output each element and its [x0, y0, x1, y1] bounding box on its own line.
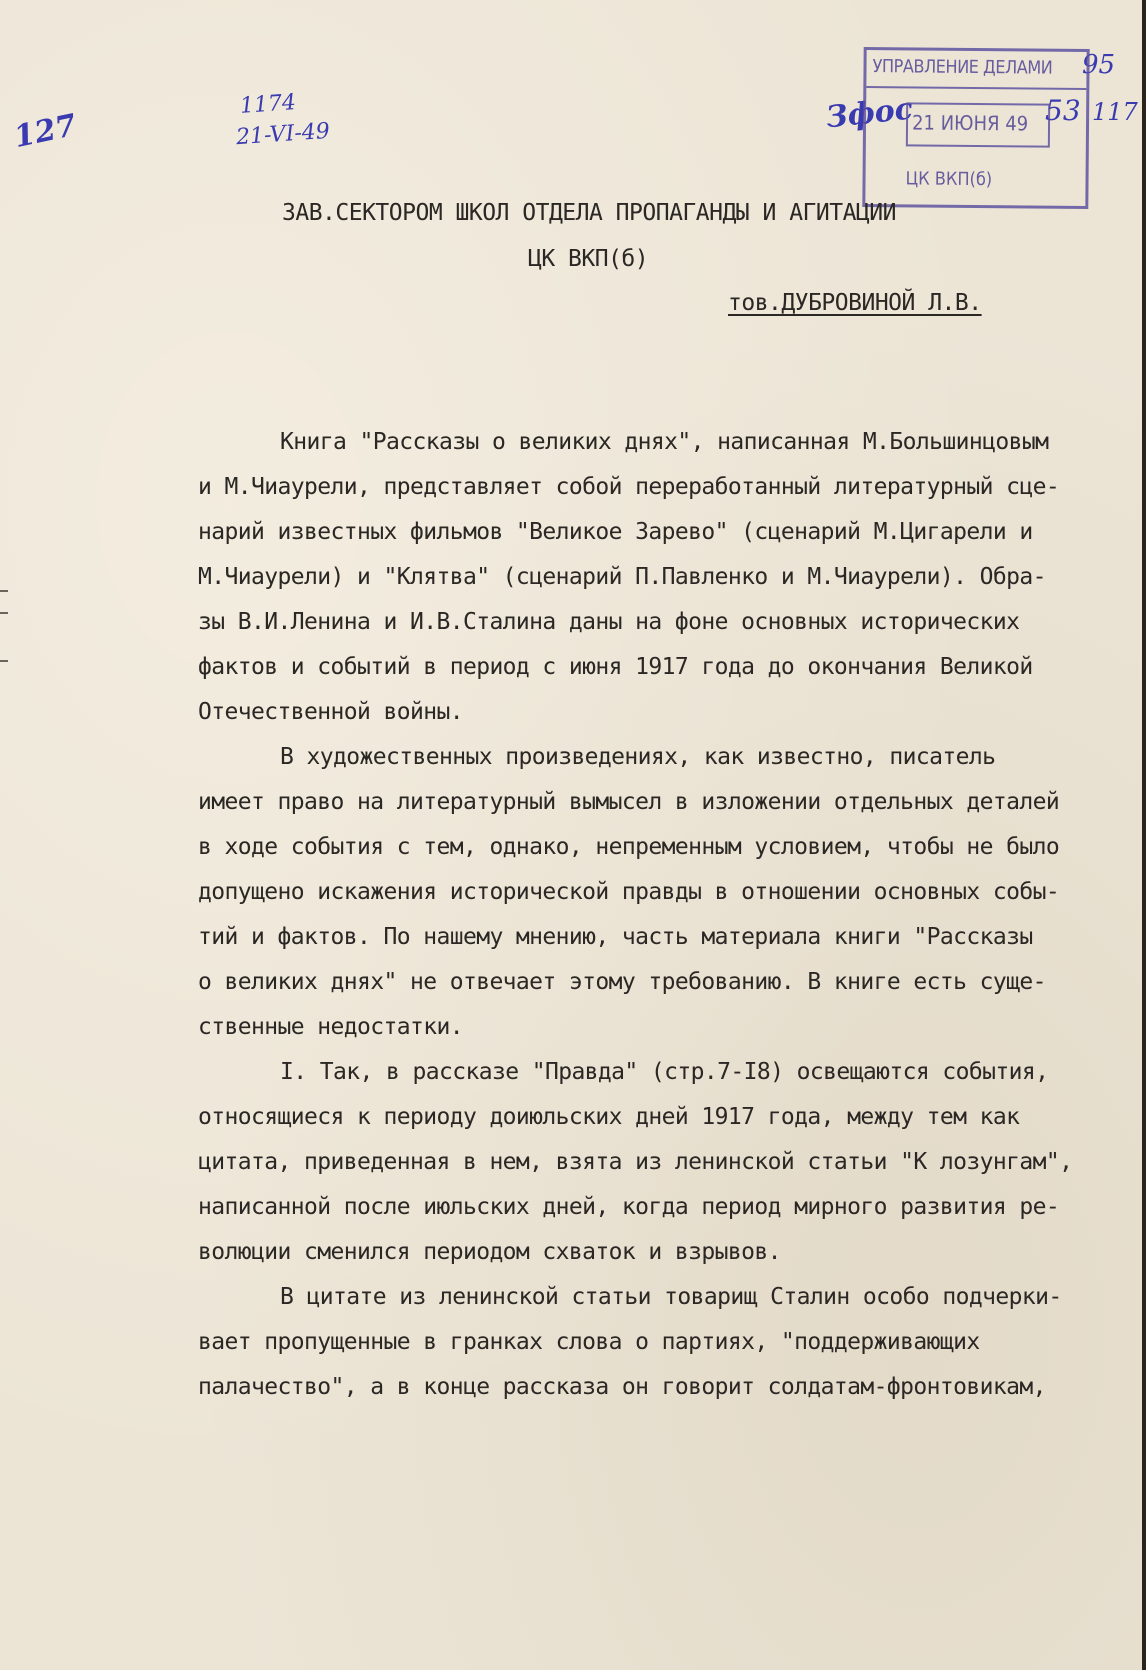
registry-stamp — [862, 47, 1089, 209]
page-edge — [1142, 0, 1146, 1670]
handwritten-file-number: 127 — [11, 107, 80, 156]
body-line: о великих днях" не отвечает этому требованию. В книге есть суще- — [198, 969, 1046, 995]
body-line: М.Чиаурели) и "Клятва" (сценарий П.Павленко и М.Чиаурели). Обра- — [198, 564, 1046, 590]
letter-body — [198, 420, 1088, 1410]
edge-mark — [0, 590, 8, 592]
handwritten-registration-date: 21-VI-49 — [235, 118, 331, 151]
body-line: палачество", а в конце рассказа он говорит солдатам-фронтовикам, — [198, 1374, 1046, 1400]
body-line: относящиеся к периоду доиюльских дней 1917 года, между тем как — [198, 1104, 1020, 1130]
addressee-name: тов.ДУБРОВИНОЙ Л.В. — [728, 290, 982, 316]
body-line: ственные недостатки. — [198, 1014, 463, 1040]
handwritten-corner-number: 95 — [1082, 50, 1116, 80]
body-line: В цитате из ленинской статьи товарищ Сталин особо подчерки- — [280, 1284, 1062, 1310]
edge-mark — [0, 612, 8, 614]
body-line: волюции сменился периодом схваток и взрывов. — [198, 1239, 781, 1265]
stamp-organization: ЦК ВКП(б) — [905, 168, 993, 191]
body-line: цитата, приведенная в нем, взята из ленинской статьи "К лозунгам", — [198, 1149, 1073, 1175]
body-line: нарий известных фильмов "Великое Зарево" (сценарий М.Цигарели и — [198, 519, 1033, 545]
body-line: допущено искажения исторической правды в отношении основных собы- — [198, 879, 1060, 905]
stamp-date: 21 ИЮНЯ 49 — [911, 110, 1029, 136]
body-line: написанной после июльских дней, когда период мирного развития ре- — [198, 1194, 1060, 1220]
handwritten-page-number: 53 — [1045, 94, 1081, 127]
edge-mark — [0, 660, 8, 662]
body-line: имеет право на литературный вымысел в изложении отдельных деталей — [198, 789, 1060, 815]
body-line: зы В.И.Ленина и И.В.Сталина даны на фоне основных исторических — [198, 609, 1020, 635]
body-line: и М.Чиаурели, представляет собой переработанный литературный сце- — [198, 474, 1060, 500]
body-line: Книга "Рассказы о великих днях", написанная М.Большинцовым — [280, 429, 1049, 455]
handwritten-sheet-number: 117 — [1092, 98, 1138, 126]
stamp-divider — [866, 86, 1086, 90]
handwritten-initials: Зфос — [824, 91, 915, 136]
body-line: Отечественной войны. — [198, 699, 463, 725]
body-line: В художественных произведениях, как известно, писатель — [280, 744, 996, 770]
body-line: тий и фактов. По нашему мнению, часть материала книги "Рассказы — [198, 924, 1033, 950]
body-line: в ходе события с тем, однако, непременным условием, чтобы не было — [198, 834, 1060, 860]
handwritten-registration-number: 1174 — [239, 90, 297, 119]
body-line: вает пропущенные в гранках слова о партиях, "поддерживающих — [198, 1329, 980, 1355]
addressee-organization: ЦК ВКП(б) — [528, 246, 649, 272]
body-line: фактов и событий в период с июня 1917 года до окончания Великой — [198, 654, 1033, 680]
body-line: I. Так, в рассказе "Правда" (стр.7-I8) освещаются события, — [280, 1059, 1049, 1085]
stamp-department: УПРАВЛЕНИЕ ДЕЛАМИ — [872, 56, 1053, 79]
addressee-title: ЗАВ.СЕКТОРОМ ШКОЛ ОТДЕЛА ПРОПАГАНДЫ И АГИТАЦИИ — [282, 200, 896, 226]
